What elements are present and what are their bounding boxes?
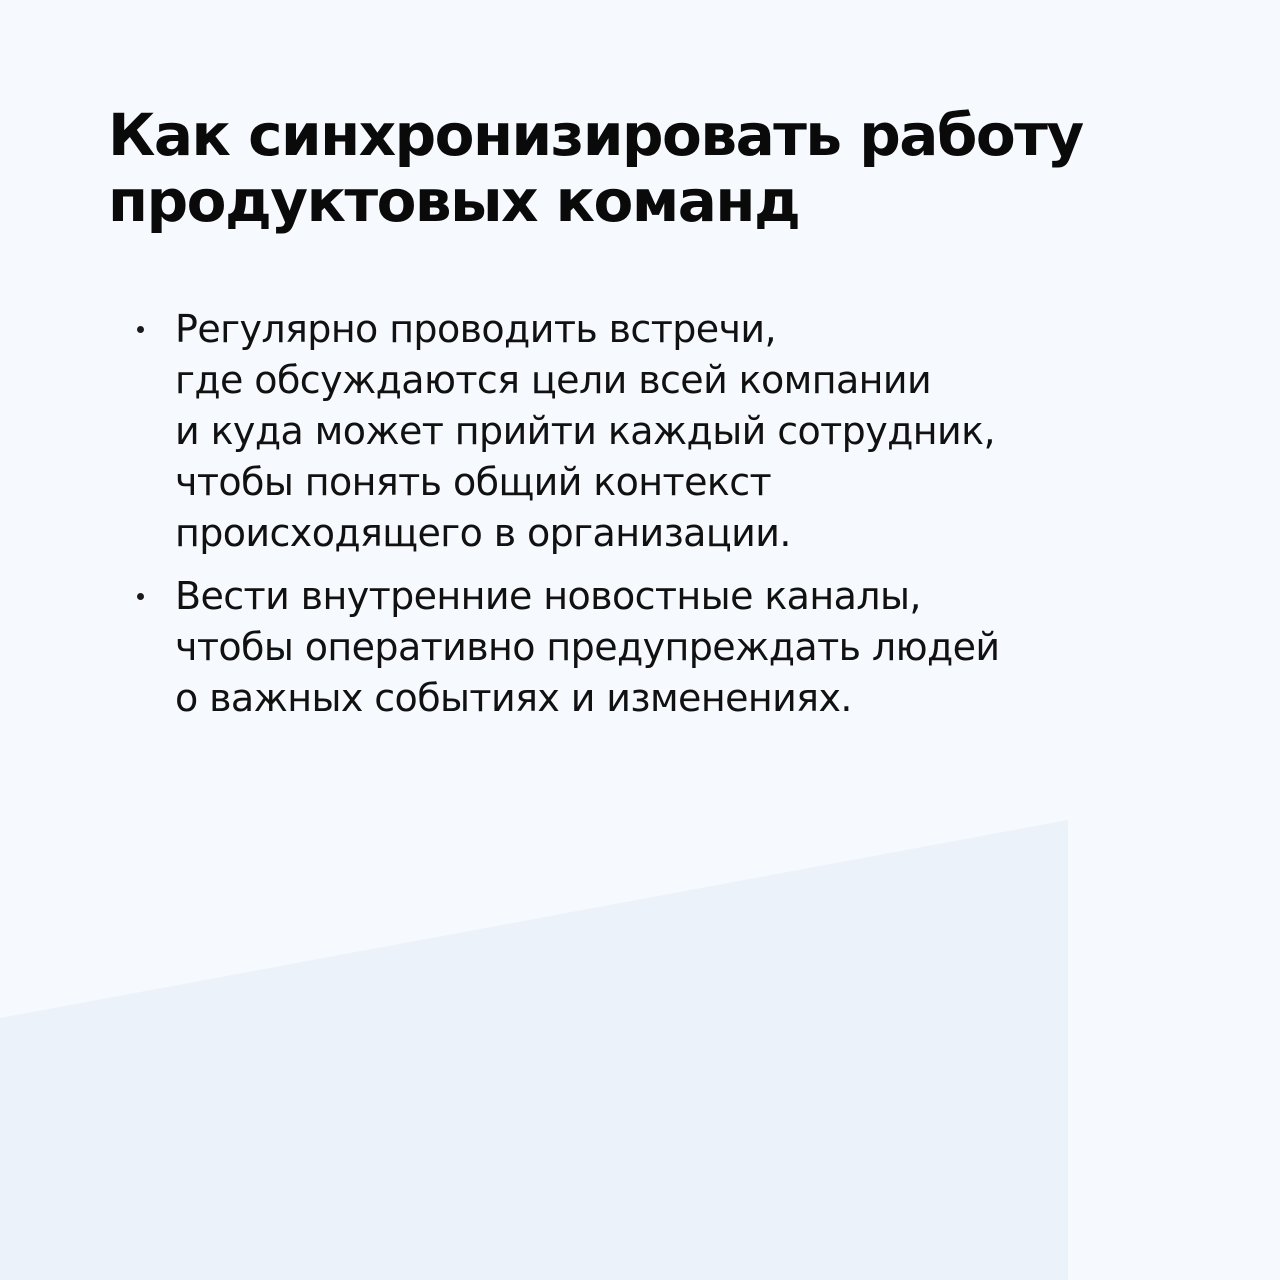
- bullet-text-line: Регулярно проводить встречи,: [175, 307, 776, 351]
- bullet-text-line: и куда может прийти каждый сотрудник,: [175, 409, 995, 453]
- bullet-list: [132, 304, 1192, 736]
- bullet-text-line: Вести внутренние новостные каналы,: [175, 574, 921, 618]
- bullet-text-line: чтобы понять общий контекст: [175, 460, 772, 504]
- bullet-dot-icon: [137, 593, 144, 600]
- title-line: Как синхронизировать работу: [108, 101, 1083, 169]
- page-title: [108, 102, 1188, 234]
- bullet-text-line: происходящего в организации.: [175, 511, 791, 555]
- title-line: продуктовых команд: [108, 167, 800, 235]
- bullet-dot-icon: [137, 326, 144, 333]
- list-item: [132, 571, 1192, 724]
- bullet-text-line: где обсуждаются цели всей компании: [175, 358, 932, 402]
- bullet-text-line: чтобы оперативно предупреждать людей: [175, 625, 1000, 669]
- bullet-text-line: о важных событиях и изменениях.: [175, 676, 852, 720]
- list-item: [132, 304, 1192, 559]
